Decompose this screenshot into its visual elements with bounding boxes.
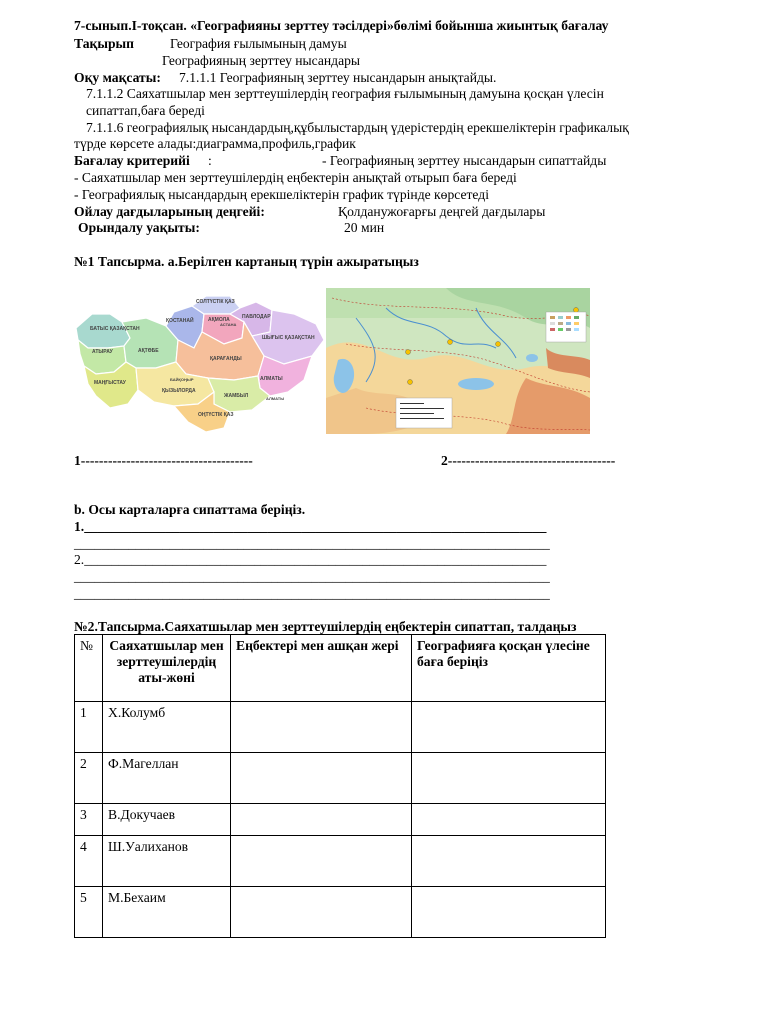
row-name: Ш.Уалиханов	[103, 836, 231, 887]
admin-map-label: АЛМАТЫ	[266, 396, 285, 401]
row-works-cell[interactable]	[231, 887, 412, 938]
admin-map-label: АЛМАТЫ	[260, 376, 283, 382]
goal-3a: 7.1.1.6 географиялық нысандардың,құбылыстардың үдерістердің ерекшеліктерін графикалық	[86, 120, 629, 135]
admin-map-label: АҚТӨБЕ	[138, 348, 159, 354]
topic-label: Тақырып	[74, 36, 134, 51]
criteria-colon: :	[208, 153, 212, 168]
row-works-cell[interactable]	[231, 702, 412, 753]
task1-sub-b: b. Осы карталарға сипаттама беріңіз.	[74, 502, 306, 517]
admin-map-label: АҚМОЛА	[208, 317, 230, 323]
row-number: 1	[75, 702, 103, 753]
header-number: №	[75, 635, 103, 702]
goal-3b: түрде көрсете алады:диаграмма,профиль,график	[74, 136, 356, 151]
time-value: 20 мин	[344, 220, 385, 235]
table-header-row	[75, 635, 606, 702]
admin-map	[74, 292, 326, 434]
admin-map-label: ҚЫЗЫЛОРДА	[162, 388, 196, 394]
row-assessment-cell[interactable]	[412, 836, 606, 887]
page-title: 7-сынып.І-тоқсан. «Географияны зерттеу тәсілдері»бөлімі бойынша жиынтық бағалау	[74, 18, 609, 33]
goal-1: 7.1.1.1 Географияның зерттеу нысандарын анықтайды.	[179, 70, 497, 85]
task1-title: №1 Тапсырма. а.Берілген картаның түрін ажыратыңыз	[74, 254, 419, 269]
topic-1: География ғылымының дамуы	[170, 36, 347, 51]
criteria-1: - Географияның зерттеу нысандарын сипаттайды	[322, 153, 607, 168]
goals-label: Оқу мақсаты:	[74, 70, 161, 85]
criteria-3: - Географиялық нысандардың ерекшеліктерін график түрінде көрсетеді	[74, 187, 489, 202]
task1-blank-1[interactable]: 1--------------------------------------	[74, 453, 253, 468]
row-number: 2	[75, 753, 103, 804]
goal-2b: сипаттап,баға береді	[86, 103, 205, 118]
admin-map-label: ПАВЛОДАР	[242, 314, 271, 320]
row-works-cell[interactable]	[231, 804, 412, 836]
row-name: В.Докучаев	[103, 804, 231, 836]
row-name: Х.Колумб	[103, 702, 231, 753]
admin-map-label: ҚОСТАНАЙ	[166, 318, 194, 324]
admin-map-label: ОҢТҮСТІК ҚАЗ	[198, 412, 234, 418]
row-assessment-cell[interactable]	[412, 887, 606, 938]
answer-line-2[interactable]: 2.____________________________________________________________________	[74, 552, 547, 567]
criteria-label: Бағалау критерийі	[74, 153, 190, 168]
skills-label: Ойлау дағдыларының деңгейі:	[74, 204, 265, 219]
admin-map-label: АТЫРАУ	[92, 349, 113, 355]
time-label: Орындалу уақыты:	[78, 220, 200, 235]
row-number: 3	[75, 804, 103, 836]
row-number: 4	[75, 836, 103, 887]
task2-title: №2.Тапсырма.Саяхатшылар мен зерттеушілердің еңбектерін сипаттап, талдаңыз	[74, 619, 577, 634]
admin-map-label: ЖАМБЫЛ	[224, 393, 249, 399]
row-name: М.Бехаим	[103, 887, 231, 938]
topic-2: Географияның зерттеу нысандары	[162, 53, 361, 68]
answer-line-2c[interactable]: ______________________________________________________________________	[74, 586, 550, 601]
row-number: 5	[75, 887, 103, 938]
admin-map-label: БАЙҚОҢЫР	[170, 377, 194, 382]
row-works-cell[interactable]	[231, 753, 412, 804]
admin-map-label: АСТАНА	[220, 322, 237, 327]
goal-2a: 7.1.1.2 Саяхатшылар мен зерттеушілердің география ғылымының дамуына қосқан үлесін	[86, 86, 604, 101]
admin-map-label: СОЛТҮСТІК ҚАЗ	[196, 299, 235, 305]
answer-line-1b[interactable]: ______________________________________________________________________	[74, 536, 550, 551]
physical-map	[326, 288, 590, 434]
table-row	[75, 887, 606, 938]
table-row	[75, 836, 606, 887]
header-name: Саяхатшылар мен зерттеушілердің аты-жөні	[103, 635, 231, 702]
row-assessment-cell[interactable]	[412, 804, 606, 836]
table-row	[75, 702, 606, 753]
admin-map-svg	[74, 292, 326, 434]
row-name: Ф.Магеллан	[103, 753, 231, 804]
researchers-table	[74, 634, 606, 938]
row-assessment-cell[interactable]	[412, 702, 606, 753]
admin-map-label: БАТЫС ҚАЗАҚСТАН	[90, 326, 140, 332]
header-assessment: Географияға қосқан үлесіне баға беріңіз	[412, 635, 606, 702]
answer-line-1[interactable]: 1.____________________________________________________________________	[74, 519, 547, 534]
row-works-cell[interactable]	[231, 836, 412, 887]
task1-blank-2[interactable]: 2-------------------------------------	[441, 453, 616, 468]
row-assessment-cell[interactable]	[412, 753, 606, 804]
admin-map-label: ШЫҒЫС ҚАЗАҚСТАН	[262, 335, 315, 341]
header-works: Еңбектері мен ашқан жері	[231, 635, 412, 702]
answer-line-2b[interactable]: ______________________________________________________________________	[74, 569, 550, 584]
admin-map-label: МАҢҒЫСТАУ	[94, 380, 126, 386]
table-row	[75, 804, 606, 836]
physical-map-svg	[326, 288, 590, 434]
criteria-2: - Саяхатшылар мен зерттеушілердің еңбектерін анықтай отырып баға береді	[74, 170, 517, 185]
skills-value: Қолданужоғарғы деңгей дағдылары	[338, 204, 546, 219]
table-row	[75, 753, 606, 804]
admin-map-label: ҚАРАҒАНДЫ	[210, 356, 242, 362]
